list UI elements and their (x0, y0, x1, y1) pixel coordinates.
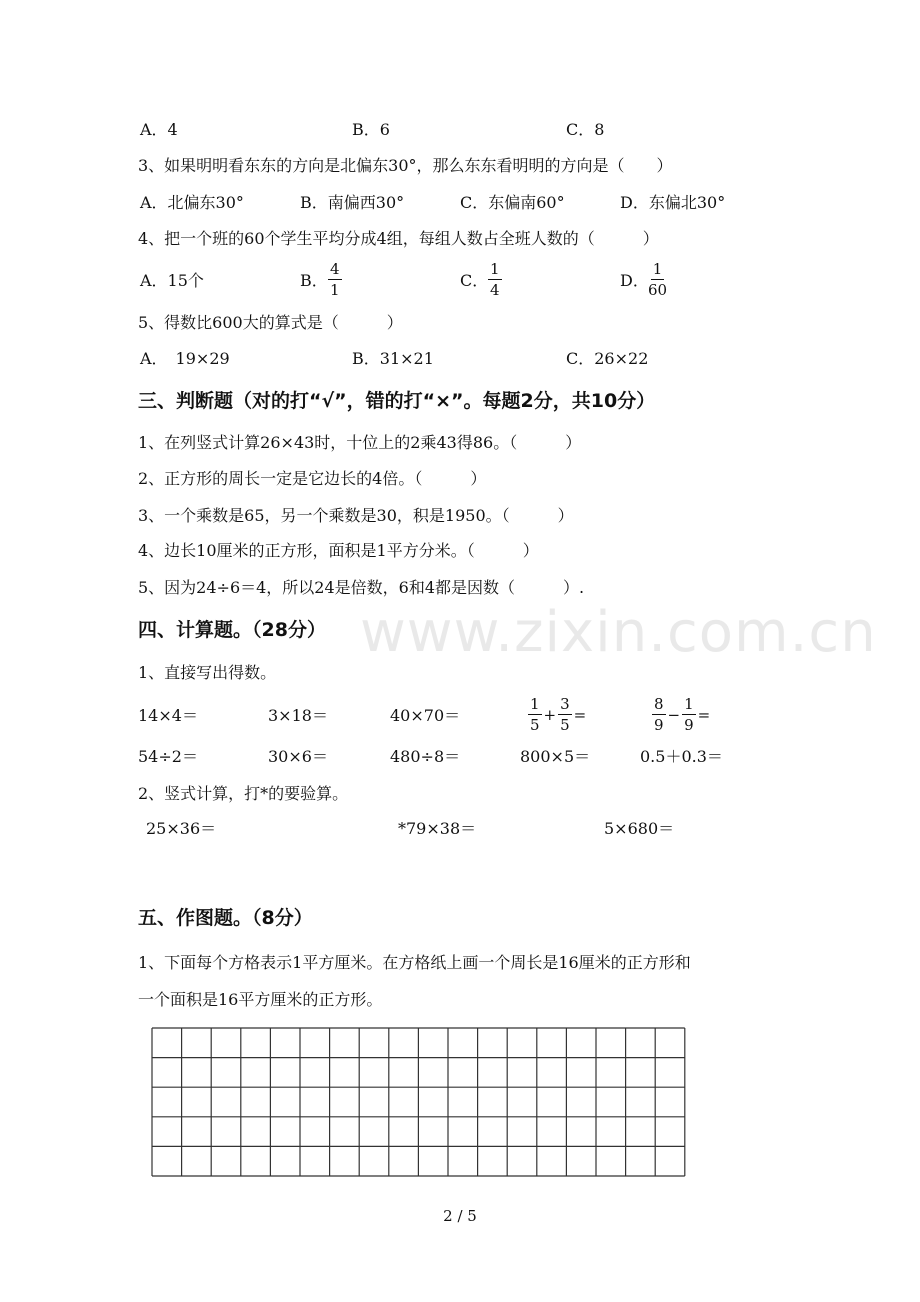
fraction-denominator: 1 (330, 281, 340, 299)
fraction-denominator: 9 (654, 716, 664, 734)
q4-option-c-label: C． (460, 271, 489, 290)
fraction-denominator: 9 (684, 716, 694, 734)
fraction-numerator: 8 (654, 695, 664, 713)
vertical-calc-item: 5×680＝ (604, 819, 675, 838)
q2-option-c: C．8 (566, 120, 605, 139)
watermark: www.zixin.com.cn (360, 600, 877, 665)
fraction-numerator: 1 (652, 260, 663, 278)
q3-option-c: C．东偏南60° (460, 193, 565, 212)
q4-option-a: A．15个 (140, 271, 204, 290)
section5-title: 五、作图题。（8分） (138, 907, 313, 929)
equals-sign: = (697, 706, 711, 724)
q4-stem: 4、把一个班的60个学生平均分成4组，每组人数占全班人数的（ ） (138, 229, 659, 248)
calc-item: 480÷8＝ (390, 747, 461, 766)
fraction-numerator: 1 (490, 260, 500, 278)
fraction-numerator: 1 (684, 695, 694, 713)
page-number: 2 / 5 (443, 1207, 477, 1225)
section4-title: 四、计算题。（28分） (138, 619, 326, 641)
judge-item: 4、边长10厘米的正方形，面积是1平方分米。（ ） (138, 541, 539, 560)
q3-option-d: D．东偏北30° (620, 193, 726, 212)
vertical-calc-item: *79×38＝ (398, 819, 477, 838)
judge-item: 5、因为24÷6＝4，所以24是倍数，6和4都是因数（ ）. (138, 578, 585, 597)
square-grid-paper[interactable] (151, 1027, 687, 1177)
equals-sign: = (573, 706, 587, 724)
vertical-calc-item: 25×36＝ (146, 819, 217, 838)
calc-item: 40×70＝ (390, 706, 461, 725)
q2-option-a: A．4 (140, 120, 178, 139)
judge-item: 3、一个乘数是65，另一个乘数是30，积是1950。（ ） (138, 506, 574, 525)
judge-item: 2、正方形的周长一定是它边长的4倍。（ ） (138, 469, 487, 488)
draw-q1-line1: 1、下面每个方格表示1平方厘米。在方格纸上画一个周长是16厘米的正方形和 (138, 953, 691, 972)
q5-option-c: C．26×22 (566, 349, 649, 368)
operator: + (543, 706, 557, 724)
q4-option-d-label: D． (620, 271, 649, 290)
fraction (652, 696, 666, 734)
q5-option-a: A． 19×29 (140, 349, 230, 368)
q5-stem: 5、得数比600大的算式是（ ） (138, 313, 403, 332)
q4-option-d-fraction (648, 261, 667, 299)
fraction-numerator: 4 (330, 260, 340, 278)
q3-stem: 3、如果明明看东东的方向是北偏东30°，那么东东看明明的方向是（ ） (138, 156, 673, 175)
section3-title: 三、判断题（对的打“√”，错的打“×”。每题2分，共10分） (138, 390, 656, 412)
calc-item: 14×4＝ (138, 706, 198, 725)
q4-option-c-fraction (488, 261, 502, 299)
calc-q2-stem: 2、竖式计算，打*的要验算。 (138, 784, 349, 803)
operator: − (667, 706, 681, 724)
q3-option-b: B．南偏西30° (300, 193, 405, 212)
judge-item: 1、在列竖式计算26×43时，十位上的2乘43得86。（ ） (138, 433, 582, 452)
q4-option-b-fraction (328, 261, 342, 299)
calc-item: 54÷2＝ (138, 747, 198, 766)
q4-option-b-label: B． (300, 271, 328, 290)
fraction-expression (528, 696, 588, 734)
fraction-denominator: 4 (490, 281, 500, 299)
fraction-expression (652, 696, 712, 734)
q5-option-b: B．31×21 (352, 349, 434, 368)
fraction (528, 696, 542, 734)
calc-item: 0.5＋0.3＝ (640, 747, 723, 766)
q2-option-b: B．6 (352, 120, 390, 139)
calc-item: 3×18＝ (268, 706, 328, 725)
fraction-denominator: 60 (648, 281, 668, 299)
q3-option-a: A．北偏东30° (140, 193, 244, 212)
fraction (558, 696, 572, 734)
calc-item: 30×6＝ (268, 747, 328, 766)
fraction (682, 696, 696, 734)
fraction-numerator: 1 (530, 695, 540, 713)
calc-item: 800×5＝ (520, 747, 591, 766)
fraction-denominator: 5 (530, 716, 540, 734)
fraction-denominator: 5 (560, 716, 570, 734)
draw-q1-line2: 一个面积是16平方厘米的正方形。 (138, 990, 383, 1009)
calc-q1-stem: 1、直接写出得数。 (138, 663, 277, 682)
fraction-numerator: 3 (560, 695, 570, 713)
